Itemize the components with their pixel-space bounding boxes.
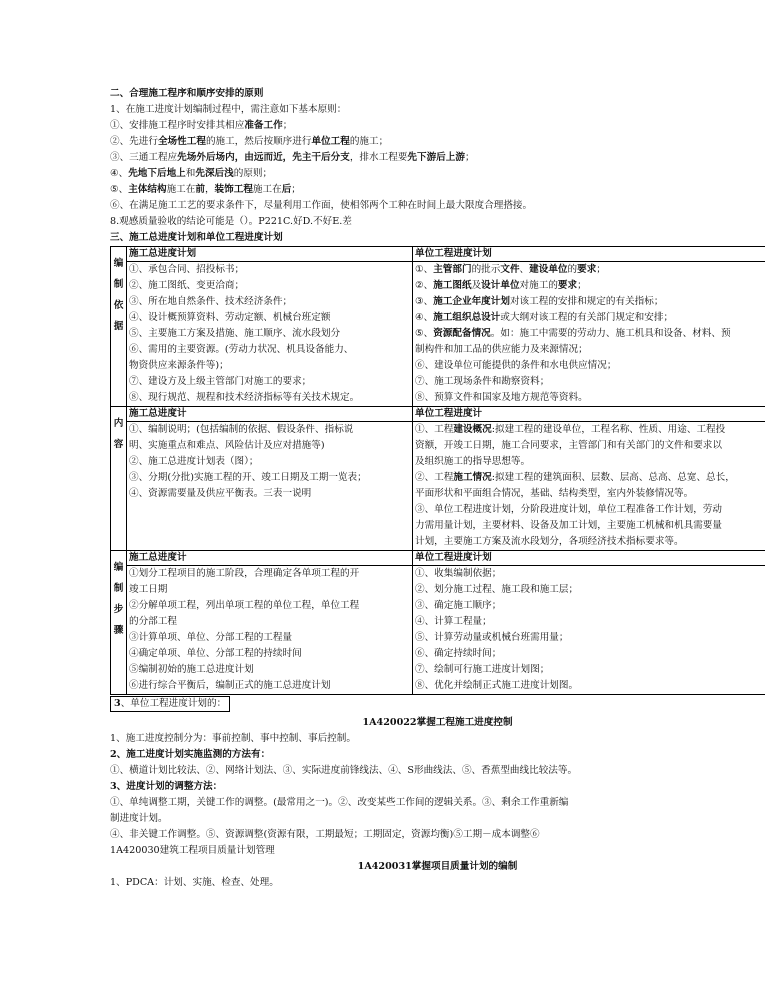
- section2-title: 二、合理施工程序和顺序安排的原则: [110, 88, 264, 99]
- monitoring-methods: ①、横道计划比较法、②、网络计划法、③、实际进度前锋线法、④、S形曲线法、⑤、香蕉型曲线比较法等。: [110, 765, 578, 776]
- pdca-line: 1、PDCA：计划、实施、检查、处理。: [110, 877, 279, 888]
- content-side-label: 内 容: [111, 407, 127, 551]
- content-left-cell: ①、编制说明；(包括编制的依据、假设条件、指标说 明、实施重点和难点、风险估计及应对措施等) ②、施工总进度计划表（图）； ③、分期(分批)实施工程的开、竣工日期及工期一览表； ④、资源需要量及供应平衡表。三表一说明: [127, 422, 413, 551]
- quality-plan-management: 1A420030建筑工程项目质量计划管理: [110, 845, 275, 856]
- adjust-methods-line3: ④、非关键工作调整。⑤、资源调整(资源有限，工期最短；工期固定，资源均衡)⑤工期－成本调整⑥: [110, 829, 540, 840]
- principle-3: ③、三通工程应先场外后场内，由远而近，先主干后分支，排水工程要先下游后上游；: [110, 152, 475, 163]
- section3-title: 三、施工总进度计划和单位工程进度计划: [110, 232, 283, 243]
- steps-right-header: 单位工程进度计划: [413, 551, 765, 566]
- content-right-header: 单位工程进度计: [413, 407, 765, 422]
- principle-5: ⑤、主体结构施工在前，装饰工程施工在后；: [110, 184, 301, 195]
- basis-side-label: 编 制 依 据: [111, 247, 127, 407]
- content-left-header: 施工总进度计: [127, 407, 413, 422]
- monitoring-methods-heading: 2、施工进度计划实施监测的方法有：: [110, 749, 271, 760]
- section2-intro: 1、在施工进度计划编制过程中，需注意如下基本原则：: [110, 104, 347, 115]
- principle-2: ②、先进行全场性工程的施工，然后按顺序进行单位工程的施工；: [110, 136, 389, 147]
- steps-left-cell: ①划分工程项目的施工阶段，合理确定各单项工程的开 竣工日期 ②分解单项工程，列出单项工程的单位工程，单位工程 的分部工程 ③计算单项、单位、分部工程的工程量 ④确定单项、单位、分部工程的持续时间 ⑤编制初始的施工总进度计划 ⑥进行综合平衡后，编制正式的施工总进度计划: [127, 566, 413, 695]
- schedule-table: [110, 246, 765, 695]
- steps-right-cell: ①、收集编制依据； ②、划分施工过程、施工段和施工层； ③、确定施工顺序； ④、计算工程量； ⑤、计算劳动量或机械台班需用量； ⑥、确定持续时间； ⑦、绘制可行施工进度计划图； ⑧、优化并绘制正式施工进度计划图。: [413, 566, 765, 695]
- basis-left-header: 施工总进度计划: [127, 247, 413, 262]
- principle-1: ①、安排施工程序时安排其相应准备工作；: [110, 120, 293, 131]
- content-right-cell: ①、工程建设概况:拟建工程的建设单位，工程名称、性质、用途、工程投 资额，开竣工日期，施工合同要求，主管部门和有关部门的文件和要求以 及组织施工的指导思想等。 ②、工程施工情况:拟建工程的建筑面积、层数、层高、总高、总宽、总长， 平面形状和平面组合情况，基础、结构类型，室内外装修情况等。 ③、单位工程进度计划，分阶段进度计划，单位工程准备工作计划，劳动 力需用量计划，主要材料、设备及加工计划，主要施工机械和机具需要量 计划，主要施工方案及流水段划分，各项经济技术指标要求等。: [413, 422, 765, 551]
- quiz-question: 8.观感质量验收的结论可能是（）。P221C.好D.不好E.差: [110, 216, 352, 227]
- basis-right-header: 单位工程进度计划: [413, 247, 765, 262]
- principle-4: ④、先地下后地上和先深后浅的原则；: [110, 168, 273, 179]
- unit-plan-line: 3、单位工程进度计划的：: [110, 695, 765, 713]
- principle-6: ⑥、在满足施工工艺的要求条件下，尽量利用工作面，使相邻两个工种在时间上最大限度合理搭接。: [110, 200, 533, 211]
- adjust-methods-heading: 3、进度计划的调整方法：: [110, 781, 223, 792]
- document-page: [110, 86, 765, 891]
- basis-right-cell: ①、主管部门的批示文件、建设单位的要求； ②、施工图纸及设计单位对施工的要求； ③、施工企业年度计划对该工程的安排和规定的有关指标； ④、施工组织总设计或大纲对该工程的有关部门规定和安排； ⑤、资源配备情况。如：施工中需要的劳动力、施工机具和设备、材料、预 制构件和加工品的供应能力及来源情况； ⑥、建设单位可能提供的条件和水电供应情况； ⑦、施工现场条件和勘察资料； ⑧、预算文件和国家及地方规范等资料。: [413, 262, 765, 407]
- section-31-title: 1A420031掌握项目质量计划的编制: [357, 861, 518, 872]
- adjust-methods-line2: 制进度计划。: [110, 813, 168, 824]
- steps-left-header: 施工总进度计: [127, 551, 413, 566]
- control-types: 1、施工进度控制分为：事前控制、事中控制、事后控制。: [110, 733, 356, 744]
- adjust-methods-line1: ①、单纯调整工期，关键工作的调整。(最常用之一)。②、改变某些工作间的逻辑关系。③、剩余工作重新编: [110, 797, 569, 808]
- steps-side-label: 编 制 步 骤: [111, 551, 127, 695]
- basis-left-cell: ①、承包合同、招投标书； ②、施工图纸、变更洽商； ③、所在地自然条件、技术经济条件； ④、设计概预算资料、劳动定额、机械台班定额 ⑤、主要施工方案及措施、施工顺序、流水段划分 ⑥、需用的主要资源。(劳动力状况、机具设备能力、 物资供应来源条件等)； ⑦、建设方及上级主管部门对施工的要求； ⑧、现行规范、规程和技术经济指标等有关技术规定。: [127, 262, 413, 407]
- section-22-title: 1A420022掌握工程施工进度控制: [362, 717, 513, 728]
